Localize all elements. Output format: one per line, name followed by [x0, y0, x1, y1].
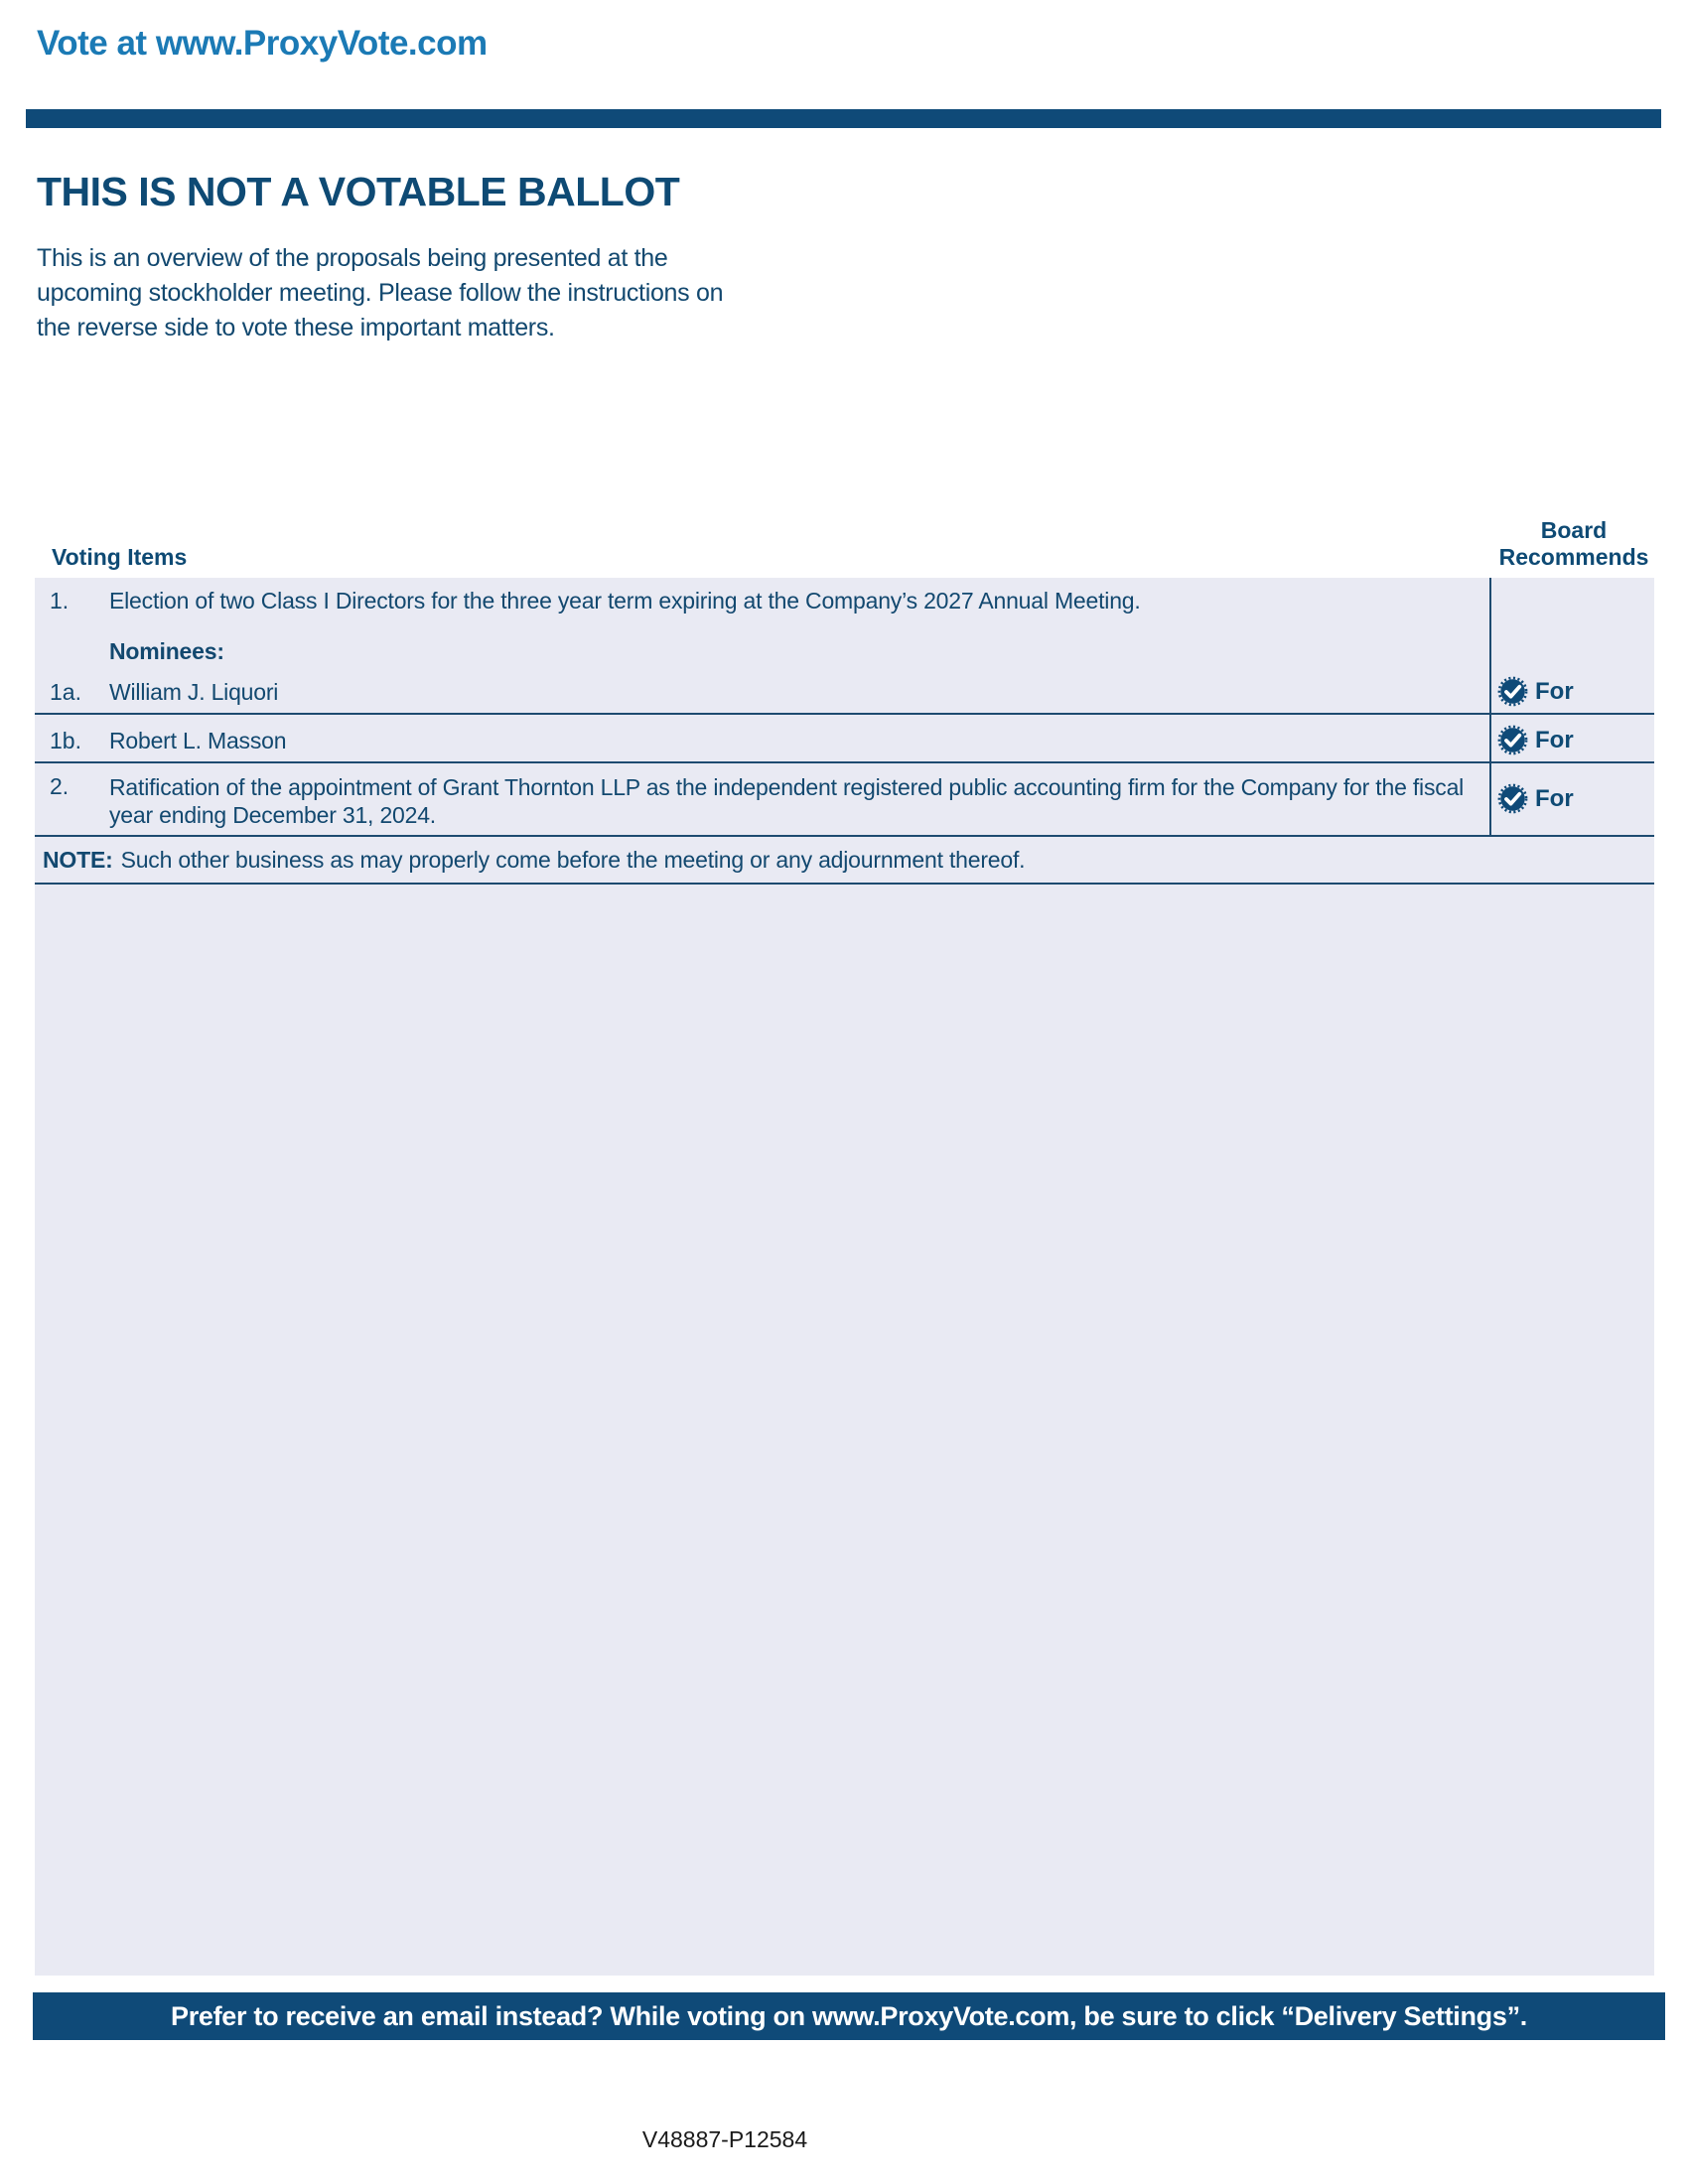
- board-recommends-line2: Recommends: [1498, 544, 1649, 570]
- check-seal-icon: [1497, 783, 1528, 814]
- recommendation-label: For: [1535, 726, 1574, 753]
- note-text: Such other business as may properly come before the meeting or any adjournment thereof.: [120, 847, 1026, 873]
- document-control-code: V48887-P12584: [641, 2126, 808, 2152]
- check-seal-icon: [1497, 725, 1528, 755]
- page-title: THIS IS NOT A VOTABLE BALLOT: [37, 169, 680, 214]
- voting-items-column-header: Voting Items: [52, 544, 188, 570]
- intro-line: the reverse side to vote these important matters.: [37, 314, 555, 341]
- intro-line: upcoming stockholder meeting. Please follow the instructions on: [37, 279, 724, 307]
- row-divider: [35, 761, 1654, 763]
- item2-text: Ratification of the appointment of Grant Thornton LLP as the independent registered public accounting firm for the Company for the fiscal year ending December 31, 2024.: [109, 774, 1465, 828]
- row-divider: [35, 713, 1654, 715]
- item1-number: 1.: [50, 588, 70, 614]
- board-recommends-line1: Board: [1540, 517, 1608, 543]
- intro-line: This is an overview of the proposals being presented at the: [37, 244, 668, 272]
- note-row: [43, 847, 1025, 874]
- table-bottom-divider: [35, 883, 1654, 885]
- intro-paragraph: [37, 241, 723, 345]
- item1a-recommendation: [1497, 676, 1574, 707]
- email-preference-banner-text: Prefer to receive an email instead? While voting on www.ProxyVote.com, be sure to click “Delivery Settings”.: [170, 2000, 1527, 2031]
- item1-text: Election of two Class I Directors for the three year term expiring at the Company’s 2027 Annual Meeting.: [109, 588, 1141, 614]
- vote-url-header: Vote at www.ProxyVote.com: [37, 24, 488, 63]
- top-divider-bar: [26, 109, 1661, 128]
- item1a-number: 1a.: [50, 679, 81, 705]
- recommends-column-divider: [1489, 578, 1491, 835]
- nominees-label: Nominees:: [109, 638, 224, 664]
- item2-recommendation: [1497, 783, 1574, 814]
- item1a-nominee-name: William J. Liquori: [109, 679, 279, 705]
- check-seal-icon: [1497, 676, 1528, 707]
- item1b-nominee-name: Robert L. Masson: [109, 728, 287, 753]
- item1b-number: 1b.: [50, 728, 81, 753]
- item1b-recommendation: [1497, 725, 1574, 755]
- note-label: NOTE:: [43, 847, 113, 873]
- recommendation-label: For: [1535, 784, 1574, 812]
- recommendation-label: For: [1535, 677, 1574, 705]
- board-recommends-column-header: [1489, 517, 1658, 571]
- item2-number: 2.: [50, 773, 70, 799]
- row-divider: [35, 835, 1654, 837]
- email-preference-banner: [33, 1992, 1665, 2040]
- voting-items-table: [35, 578, 1654, 1976]
